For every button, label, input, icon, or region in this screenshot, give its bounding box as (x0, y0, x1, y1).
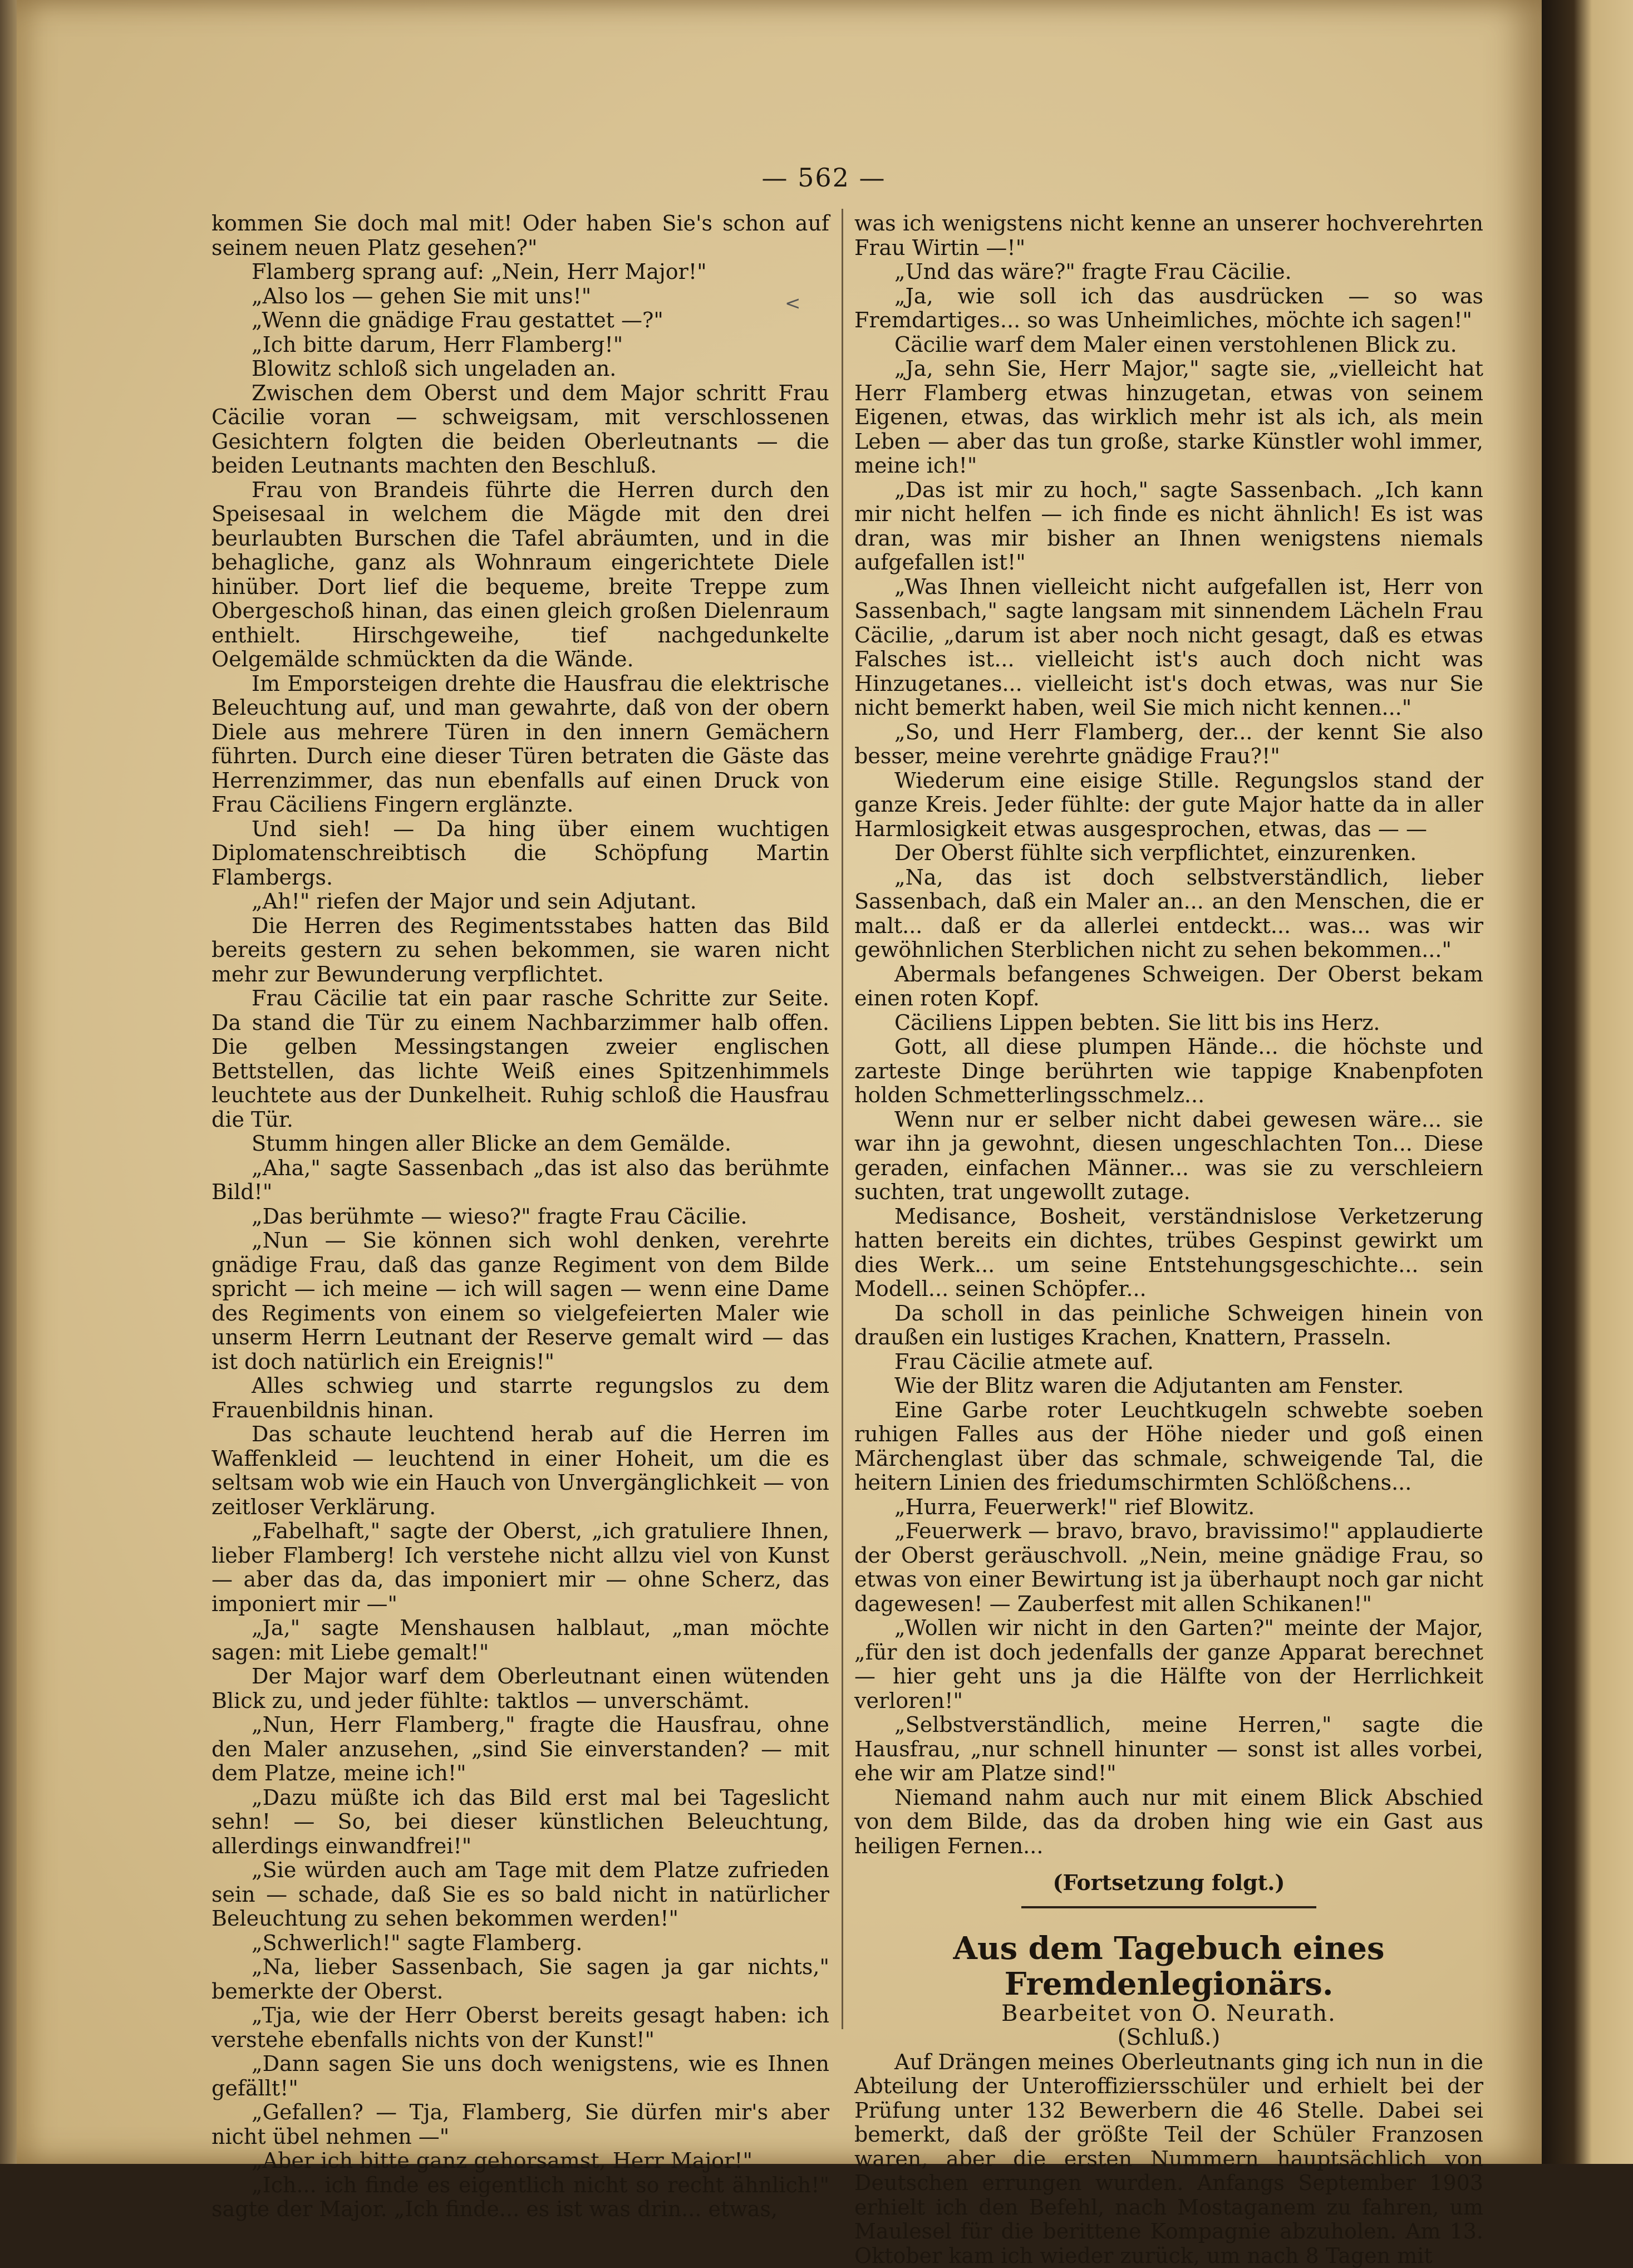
paragraph: „Feuerwerk — bravo, bravo, bravissimo!" applaudierte der Oberst geräuschvoll. „Nein, meine gnädige Frau, so etwas von einer Bewirtung ist ja überhaupt noch gar nicht dagewesen! — Zauberfest mit allen Schikanen!" (854, 1519, 1483, 1616)
paragraph: „Ja, wie soll ich das ausdrücken — so was Fremdartiges... so was Unheimliches, möchte ich sagen!" (854, 284, 1483, 333)
paragraph: Cäcilie warf dem Maler einen verstohlenen Blick zu. (854, 333, 1483, 357)
article-subtitle: (Schluß.) (854, 2026, 1483, 2050)
paragraph: Niemand nahm auch nur mit einem Blick Abschied von dem Bilde, das da droben hing wie ein Gast aus heiligen Fernen... (854, 1786, 1483, 1859)
paragraph: Blowitz schloß sich ungeladen an. (211, 357, 829, 381)
paragraph: Wenn nur er selber nicht dabei gewesen wäre... sie war ihn ja gewohnt, diesen ungeschlachten Ton... Diese geraden, einfachen Männer... was sie zu verschleiern suchten, trat ungewollt zutage. (854, 1108, 1483, 1205)
paragraph: was ich wenigstens nicht kenne an unserer hochverehrten Frau Wirtin —!" (854, 212, 1483, 260)
continuation-note: (Fortsetzung folgt.) (854, 1871, 1483, 1895)
column-divider (842, 209, 843, 2029)
paragraph: „Und das wäre?" fragte Frau Cäcilie. (854, 260, 1483, 284)
paragraph: „Ich... ich finde es eigentlich nicht so recht ähnlich!" sagte der Major. „Ich finde... es ist was drin... etwas, (211, 2173, 829, 2222)
paragraph: Zwischen dem Oberst und dem Major schritt Frau Cäcilie voran — schweigsam, mit verschlossenen Gesichtern folgten die beiden Oberleutnants — die beiden Leutnants machten den Beschluß. (211, 381, 829, 478)
paragraph: „Na, lieber Sassenbach, Sie sagen ja gar nichts," bemerkte der Oberst. (211, 1955, 829, 2004)
paragraph: kommen Sie doch mal mit! Oder haben Sie's schon auf seinem neuen Platz gesehen?" (211, 212, 829, 260)
pencil-mark: < (785, 292, 801, 315)
paragraph: „Ich bitte darum, Herr Flamberg!" (211, 333, 829, 357)
paragraph: „Tja, wie der Herr Oberst bereits gesagt haben: ich verstehe ebenfalls nichts von der Kunst!" (211, 2004, 829, 2052)
paragraph: „Dazu müßte ich das Bild erst mal bei Tageslicht sehn! — So, bei dieser künstlichen Beleuchtung, allerdings einwandfrei!" (211, 1786, 829, 1859)
paragraph: „Das berühmte — wieso?" fragte Frau Cäcilie. (211, 1205, 829, 1229)
paragraph: „Ja, sehn Sie, Herr Major," sagte sie, „vielleicht hat Herr Flamberg etwas hinzugetan, etwas von seinem Eigenen, etwas, das wirklich mehr ist als ich, als mein Leben — aber das tun große, starke Künstler wohl immer, meine ich!" (854, 357, 1483, 478)
paragraph: „Gefallen? — Tja, Flamberg, Sie dürfen mir's aber nicht übel nehmen —" (211, 2100, 829, 2149)
paragraph: „Sie würden auch am Tage mit dem Platze zufrieden sein — schade, daß Sie es so bald nicht in natürlicher Beleuchtung zu sehen bekommen werden!" (211, 1858, 829, 1931)
paragraph: Abermals befangenes Schweigen. Der Oberst bekam einen roten Kopf. (854, 963, 1483, 1011)
paragraph: Der Oberst fühlte sich verpflichtet, einzurenken. (854, 841, 1483, 866)
paragraph: „Dann sagen Sie uns doch wenigstens, wie es Ihnen gefällt!" (211, 2052, 829, 2100)
paragraph: Im Emporsteigen drehte die Hausfrau die elektrische Beleuchtung auf, und man gewahrte, daß von der obern Diele aus mehrere Türen in den innern Gemächern führten. Durch eine dieser Türen betraten die Gäste das Herrenzimmer, das nun ebenfalls auf einen Druck von Frau Cäciliens Fingern erglänzte. (211, 672, 829, 817)
paragraph: „Nun, Herr Flamberg," fragte die Hausfrau, ohne den Maler anzusehen, „sind Sie einverstanden? — mit dem Platze, meine ich!" (211, 1713, 829, 1786)
paragraph: Stumm hingen aller Blicke an dem Gemälde. (211, 1132, 829, 1156)
paragraph: „Schwerlich!" sagte Flamberg. (211, 1931, 829, 1956)
paragraph: Wie der Blitz waren die Adjutanten am Fenster. (854, 1374, 1483, 1398)
paragraph: „Nun — Sie können sich wohl denken, verehrte gnädige Frau, daß das ganze Regiment von dem Bilde spricht — ich meine — ich will sagen — wenn eine Dame des Regiments von einem so vielgefeierten Maler wie unserm Herrn Leutnant der Reserve gemalt wird — das ist doch natürlich ein Ereignis!" (211, 1229, 829, 1374)
paragraph: Und sieh! — Da hing über einem wuchtigen Diplomatenschreibtisch die Schöpfung Martin Flambergs. (211, 817, 829, 890)
paragraph: Eine Garbe roter Leuchtkugeln schwebte soeben ruhigen Falles aus der Höhe nieder und goß einen Märchenglast über das schmale, schweigende Tal, die heitern Linien des friedumschirmten Schlößchens... (854, 1398, 1483, 1495)
paragraph: „Aber ich bitte ganz gehorsamst, Herr Major!" (211, 2149, 829, 2173)
paragraph: Die Herren des Regimentsstabes hatten das Bild bereits gestern zu sehen bekommen, sie waren nicht mehr zur Bewunderung verpflichtet. (211, 914, 829, 987)
paragraph: Frau Cäcilie tat ein paar rasche Schritte zur Seite. Da stand die Tür zu einem Nachbarzimmer halb offen. Die gelben Messingstangen zweier englischen Bettstellen, das lichte Weiß eines Spitzenhimmels leuchtete aus der Dunkelheit. Ruhig schloß die Hausfrau die Tür. (211, 986, 829, 1132)
article-text: Auf Drängen meines Oberleutnants ging ich nun in die Abteilung der Unteroffiziersschüler und erhielt bei der Prüfung unter 132 Bewerbern die 46 Stelle. Dabei sei bemerkt, daß der größte Teil der Schüler Franzosen waren, aber die ersten Nummern hauptsächlich von Deutschen errungen wurden. Anfangs September 1903 erhielt ich den Befehl, nach Mostaganem zu fahren, um Maulesel für die berittene Kompagnie abzuholen. Am 13. Oktober kam ich wieder zurück, um nach 8 Tagen mit (854, 2050, 1483, 2268)
paragraph: „Wollen wir nicht in den Garten?" meinte der Major, „für den ist doch jedenfalls der ganze Apparat berechnet — hier geht uns ja die Hälfte von der Herrlichkeit verloren!" (854, 1616, 1483, 1713)
paragraph: „Das ist mir zu hoch," sagte Sassenbach. „Ich kann mir nicht helfen — ich finde es nicht ähnlich! Es ist was dran, was mir bisher an Ihnen wenigstens niemals aufgefallen ist!" (854, 478, 1483, 575)
paragraph: „Ah!" riefen der Major und sein Adjutant. (211, 890, 829, 914)
paragraph: „Wenn die gnädige Frau gestattet —?" (211, 308, 829, 333)
article-separator (1021, 1906, 1316, 1908)
paragraph: „Na, das ist doch selbstverständlich, lieber Sassenbach, daß ein Maler an... an den Menschen, die er malt... daß er da allerlei entdeckt... was... was wir gewöhnlichen Sterblichen nicht zu sehen bekommen..." (854, 866, 1483, 963)
right-column (854, 212, 1483, 2268)
paragraph: „So, und Herr Flamberg, der... der kennt Sie also besser, meine verehrte gnädige Frau?!" (854, 720, 1483, 769)
paragraph: „Was Ihnen vielleicht nicht aufgefallen ist, Herr von Sassenbach," sagte langsam mit sinnendem Lächeln Frau Cäcilie, „darum ist aber noch nicht gesagt, daß es etwas Falsches ist... vielleicht ist's auch doch nicht was Hinzugetanes... vielleicht ist's doch etwas, was nur Sie nicht bemerkt haben, weil Sie mich nicht kennen..." (854, 575, 1483, 720)
paragraph: Alles schwieg und starrte regungslos zu dem Frauenbildnis hinan. (211, 1374, 829, 1422)
paragraph: „Also los — gehen Sie mit uns!" (211, 284, 829, 309)
book-gutter (1542, 0, 1633, 2164)
left-column (211, 212, 829, 2222)
page-number: — 562 — (740, 163, 907, 193)
paragraph: „Selbstverständlich, meine Herren," sagte die Hausfrau, „nur schnell hinunter — sonst ist alles vorbei, ehe wir am Platze sind!" (854, 1713, 1483, 1786)
paragraph: Gott, all diese plumpen Hände... die höchste und zarteste Dinge berührten wie tappige Knabenpfoten holden Schmetterlingsschmelz... (854, 1035, 1483, 1108)
paragraph: Da scholl in das peinliche Schweigen hinein von draußen ein lustiges Krachen, Knattern, Prasseln. (854, 1302, 1483, 1350)
paragraph: „Hurra, Feuerwerk!" rief Blowitz. (854, 1495, 1483, 1520)
article-author: Bearbeitet von O. Neurath. (854, 2002, 1483, 2026)
paragraph: Frau von Brandeis führte die Herren durch den Speisesaal in welchem die Mägde mit den drei beurlaubten Burschen die Tafel abräumten, und in die behagliche, ganz als Wohnraum eingerichtete Diele hinüber. Dort lief die bequeme, breite Treppe zum Obergeschoß hinan, das einen gleich großen Dielenraum enthielt. Hirschgeweihe, tief nachgedunkelte Oelgemälde schmückten da die Wände. (211, 478, 829, 672)
paragraph: „Ja," sagte Menshausen halblaut, „man möchte sagen: mit Liebe gemalt!" (211, 1616, 829, 1665)
paragraph: Wiederum eine eisige Stille. Regungslos stand der ganze Kreis. Jeder fühlte: der gute Major hatte da in aller Harmlosigkeit etwas ausgesprochen, etwas, das — — (854, 769, 1483, 842)
paragraph: Frau Cäcilie atmete auf. (854, 1350, 1483, 1374)
paragraph: „Fabelhaft," sagte der Oberst, „ich gratuliere Ihnen, lieber Flamberg! Ich verstehe nicht allzu viel von Kunst — aber das da, das imponiert mir — ohne Scherz, das imponiert mir —" (211, 1519, 829, 1616)
paragraph: „Aha," sagte Sassenbach „das ist also das berühmte Bild!" (211, 1156, 829, 1205)
paragraph: Der Major warf dem Oberleutnant einen wütenden Blick zu, und jeder fühlte: taktlos — unverschämt. (211, 1665, 829, 1713)
paragraph: Cäciliens Lippen bebten. Sie litt bis ins Herz. (854, 1011, 1483, 1035)
article-title: Aus dem Tagebuch eines Fremdenlegionärs. (854, 1931, 1483, 2002)
paragraph: Das schaute leuchtend herab auf die Herren im Waffenkleid — leuchtend in einer Hoheit, um die es seltsam wob wie ein Hauch von Unvergänglichkeit — von zeitloser Verklärung. (211, 1422, 829, 1519)
paragraph: Medisance, Bosheit, verständnislose Verketzerung hatten bereits ein dichtes, trübes Gespinst gewirkt um dies Werk... um seine Entstehungsgeschichte... sein Modell... seinen Schöpfer... (854, 1205, 1483, 1302)
paragraph: Flamberg sprang auf: „Nein, Herr Major!" (211, 260, 829, 284)
